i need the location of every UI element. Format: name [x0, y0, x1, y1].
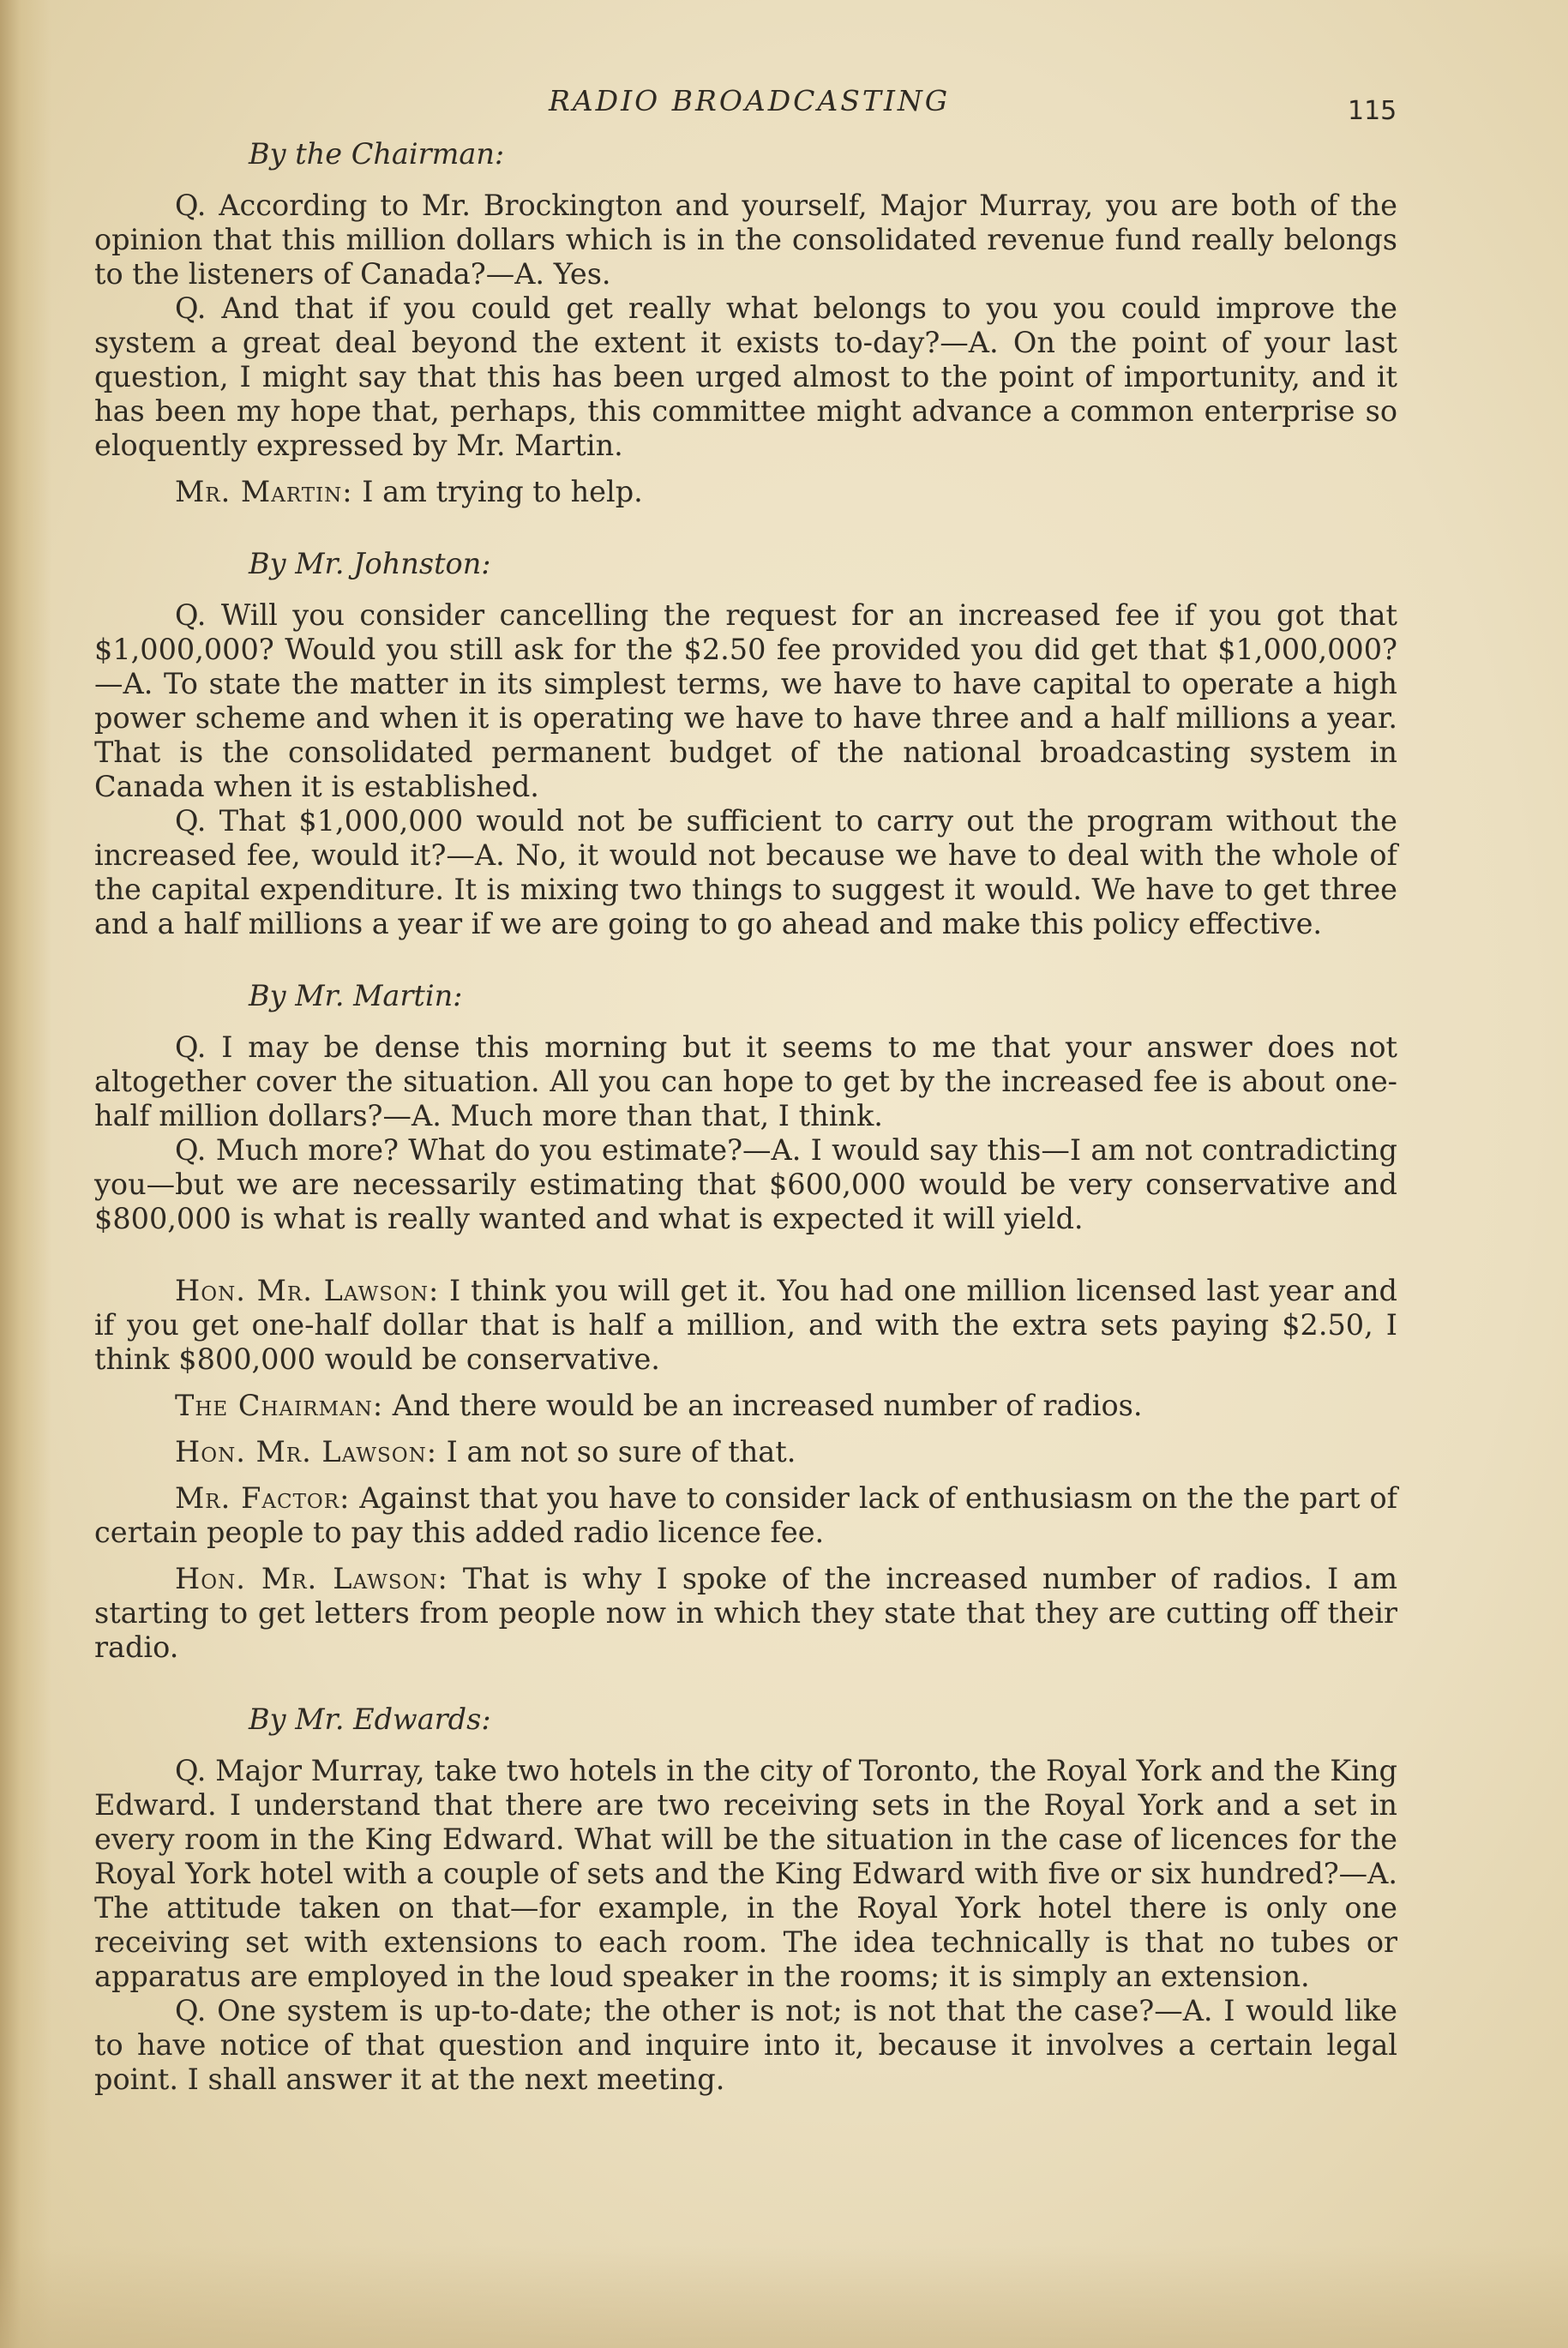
speaker-name: Hon. Mr. Lawson: — [175, 1274, 440, 1307]
speech-paragraph — [94, 1562, 1397, 1665]
section-heading: By Mr. Martin: — [249, 979, 463, 1012]
speech-text: And there would be an increased number of radios. — [383, 1389, 1143, 1422]
question-answer-paragraph: Q. And that if you could get really what belongs to you you could improve the system a great deal beyond the extent it exists to-day?—A. On the point of your last question, I might say that this has been urged almost to the point of importunity, and it has been my hope that, perhaps, this committee might advance a common enterprise so eloquently expressed by Mr. Martin. — [94, 291, 1397, 462]
speech-paragraph — [94, 1274, 1397, 1377]
running-header — [0, 84, 1568, 127]
speaker-name: The Chairman: — [175, 1389, 384, 1422]
speaker-name: Mr. Factor: — [175, 1481, 351, 1515]
speech-paragraph — [94, 475, 1397, 509]
question-answer-paragraph: Q. That $1,000,000 would not be sufficient to carry out the program without the increased fee, would it?—A. No, it would not because we have to deal with the whole of the capital expenditure. It is mixing two things to suggest it would. We have to get three and a half millions a year if we are going to go ahead and make this policy effective. — [94, 804, 1397, 940]
speech-text: I think you will get it. You had one million licensed last year and if you get one-half dollar that is half a million, and with the extra sets paying $2.50, I think $800,000 would be conservative. — [94, 1274, 1397, 1376]
speaker-name: Hon. Mr. Lawson: — [175, 1562, 448, 1595]
speaker-name: Hon. Mr. Lawson: — [175, 1435, 437, 1468]
speech-paragraph — [94, 1389, 1397, 1423]
question-answer-paragraph: Q. Will you consider cancelling the request for an increased fee if you got that $1,000,000? Would you still ask for the $2.50 fee provided you did get that $1,000,000?—A. To state the matter in its simplest terms, we have to have capital to operate a high power scheme and when it is operating we have to have three and a half millions a year. That is the consolidated permanent budget of the national broadcasting system in Canada when it is established. — [94, 598, 1397, 803]
question-answer-paragraph: Q. According to Mr. Brockington and yourself, Major Murray, you are both of the opinion that this million dollars which is in the consolidated revenue fund really belongs to the listeners of Canada?—A. Yes. — [94, 189, 1397, 291]
question-answer-paragraph: Q. I may be dense this morning but it seems to me that your answer does not altogether cover the situation. All you can hope to get by the increased fee is about one-half million dollars?—A. Much more than that, I think. — [94, 1030, 1397, 1132]
speech-paragraph — [94, 1481, 1397, 1550]
speech-text: That is why I spoke of the increased number of radios. I am starting to get letters from people now in which they state that they are cutting off their radio. — [94, 1562, 1397, 1664]
question-answer-paragraph: Q. Major Murray, take two hotels in the city of Toronto, the Royal York and the King Edward. I understand that there are two receiving sets in the Royal York and a set in every room in the King Edward. What will be the situation in the case of licences for the Royal York hotel with a couple of sets and the King Edward with five or six hundred?—A. The attitude taken on that—for example, in the Royal York hotel there is only one receiving set with extensions to each room. The idea technically is that no tubes or apparatus are employed in the loud speaker in the rooms; it is simply an extension. — [94, 1754, 1397, 1993]
question-answer-paragraph: Q. Much more? What do you estimate?—A. I would say this—I am not contradicting you—but we are necessarily estimating that $600,000 would be very conservative and $800,000 is what is really wanted and what is expected it will yield. — [94, 1133, 1397, 1235]
page-number: 115 — [1348, 96, 1397, 126]
speech-paragraph — [94, 1435, 1397, 1469]
question-answer-paragraph: Q. One system is up-to-date; the other is not; is not that the case?—A. I would like to have notice of that question and inquire into it, because it involves a certain legal point. I shall answer it at the next meeting. — [94, 1994, 1397, 2096]
speaker-name: Mr. Martin: — [175, 475, 353, 508]
running-title: RADIO BROADCASTING — [549, 84, 951, 117]
section-heading: By the Chairman: — [249, 137, 505, 171]
page-bottom-shading — [0, 2245, 1568, 2348]
speech-text: Against that you have to consider lack of enthusiasm on the the part of certain people to pay this added radio licence fee. — [94, 1481, 1398, 1549]
page-edge-shadow — [0, 0, 51, 2348]
speech-text: I am not so sure of that. — [437, 1435, 796, 1468]
section-heading: By Mr. Johnston: — [249, 547, 491, 580]
speech-text: I am trying to help. — [352, 475, 643, 508]
section-heading: By Mr. Edwards: — [249, 1702, 491, 1736]
body-text — [94, 137, 1397, 2097]
